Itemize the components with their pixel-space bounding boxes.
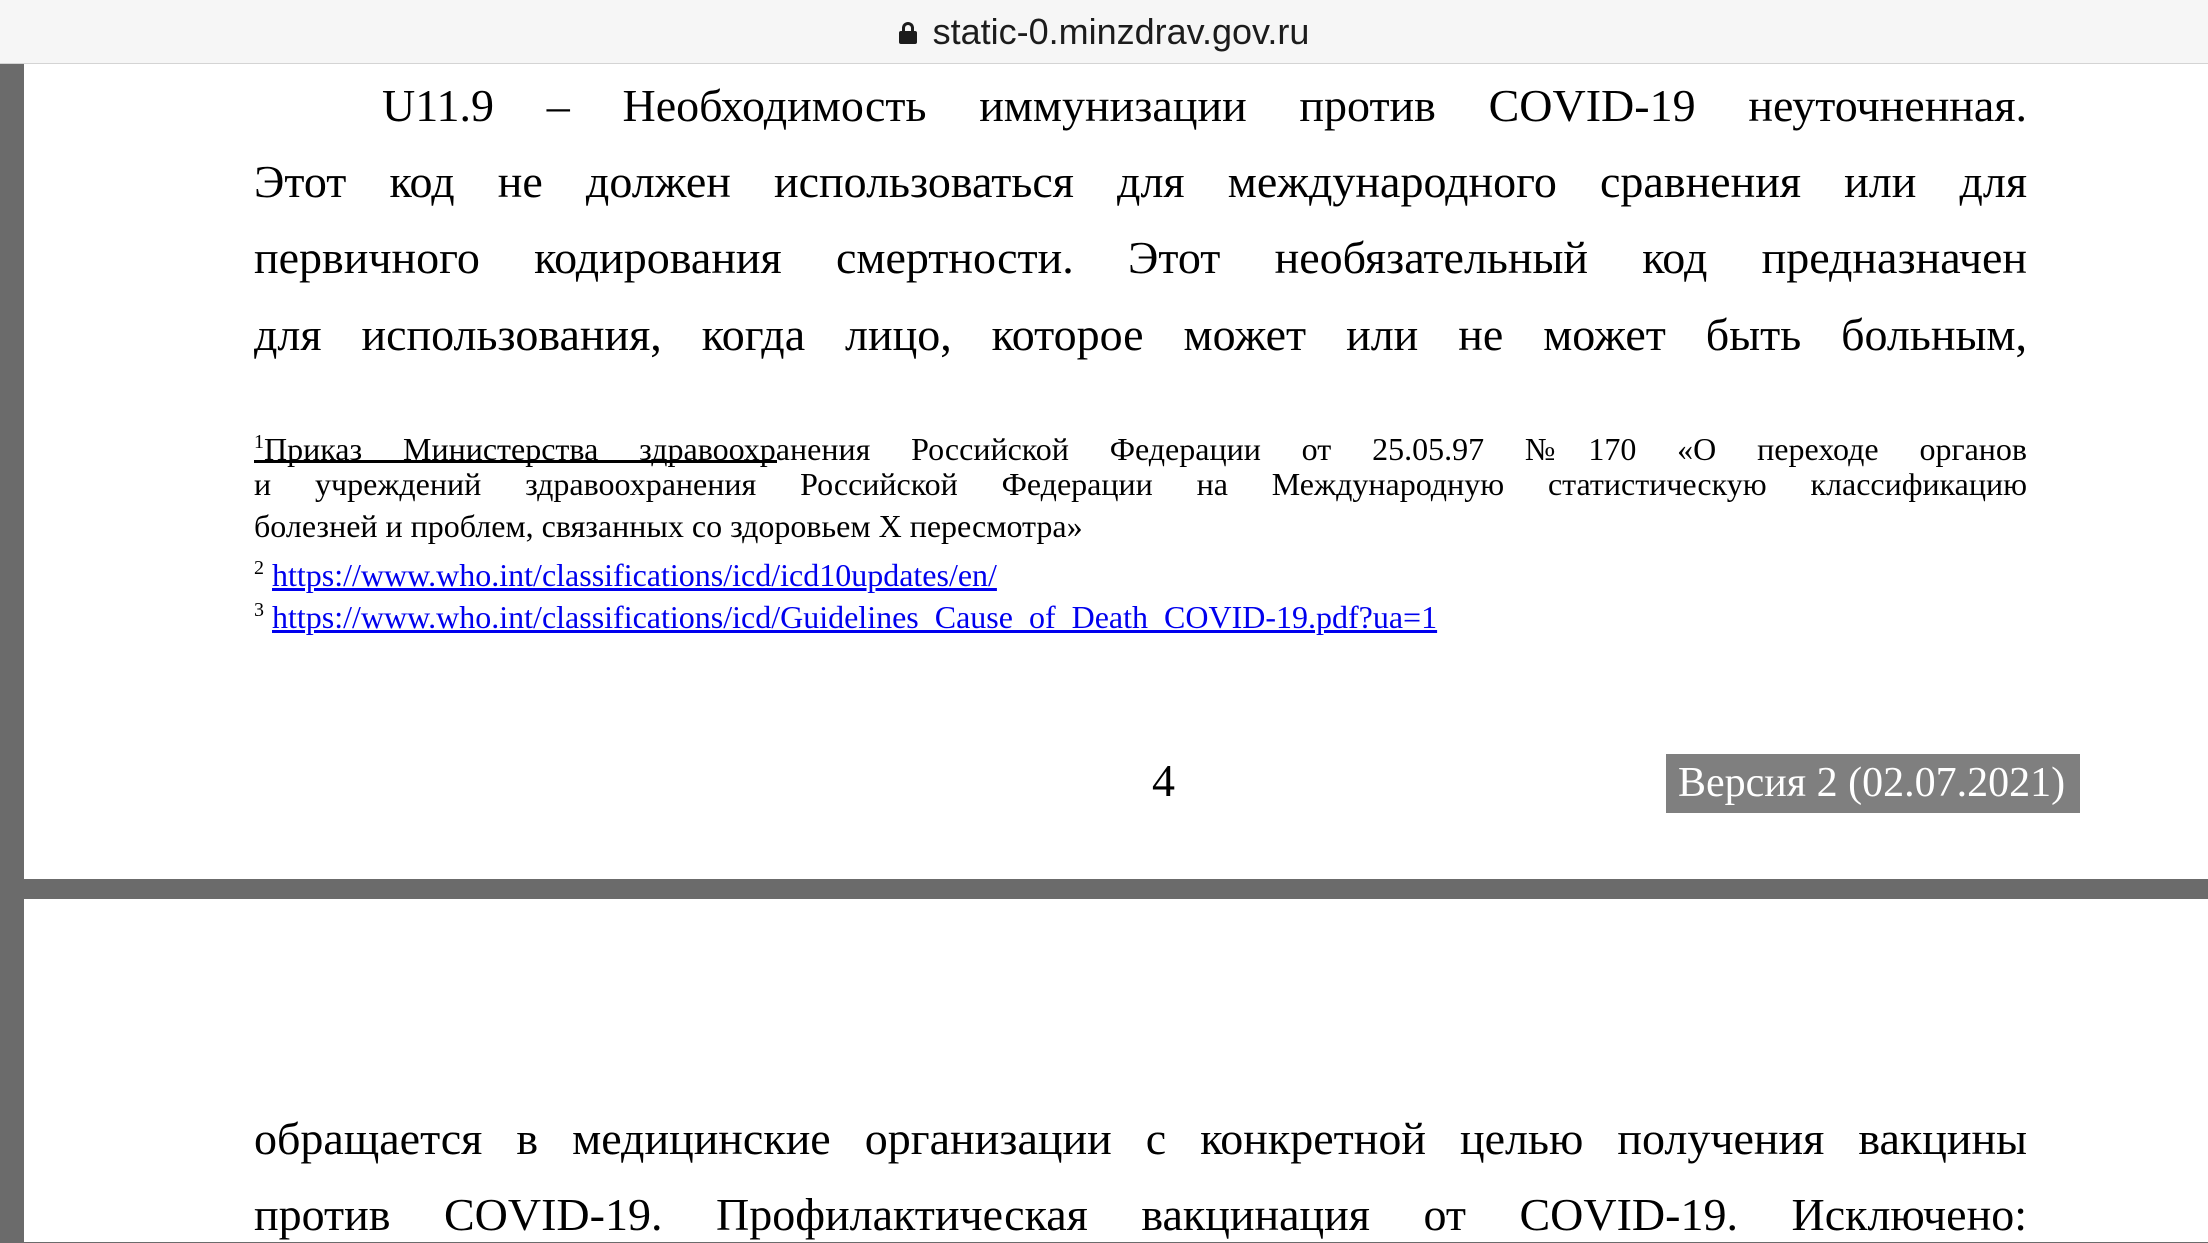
viewer-right-margin xyxy=(2187,64,2208,1242)
address-bar[interactable] xyxy=(0,0,2208,64)
body-text-line: U11.9 – Необходимость иммунизации против COVID-19 неуточненная. xyxy=(382,80,2027,131)
version-badge: Версия 2 (02.07.2021) xyxy=(1666,754,2080,813)
body-text-line: против COVID-19. Профилактическая вакцинация от COVID-19. Исключено: xyxy=(254,1189,2027,1240)
footnote-1-line: и учреждений здравоохранения Российской Федерации на Международную статистическую классификацию xyxy=(254,466,2027,502)
page-number: 4 xyxy=(1152,755,1175,806)
footnote-text: Приказ Министерства здравоохранения Российской Федерации от 25.05.97 №170 «О переходе органов xyxy=(264,431,2027,467)
page-gap xyxy=(2187,879,2208,899)
footnote-marker: 1 xyxy=(254,431,264,453)
body-text-line: для использования, когда лицо, которое может или не может быть больным, xyxy=(254,309,2027,360)
body-text-line: первичного кодирования смертности. Этот необязательный код предназначен xyxy=(254,232,2027,283)
lock-icon xyxy=(899,22,917,44)
who-covid-guidelines-link[interactable]: https://www.who.int/classifications/icd/Guidelines_Cause_of_Death_COVID-19.pdf?ua=1 xyxy=(272,599,1438,635)
who-icd10-updates-link[interactable]: https://www.who.int/classifications/icd/icd10updates/en/ xyxy=(272,557,997,593)
footnote-marker: 3 xyxy=(254,599,264,621)
viewer-background xyxy=(0,64,24,1242)
body-text-line: обращается в медицинские организации с конкретной целью получения вакцины xyxy=(254,1113,2027,1164)
url-text: static-0.minzdrav.gov.ru xyxy=(932,10,1310,52)
footnote-1-line: болезней и проблем, связанных со здоровьем X пересмотра» xyxy=(254,508,1083,544)
body-text-line: Этот код не должен использоваться для международного сравнения или для xyxy=(254,156,2027,207)
pdf-page-5 xyxy=(24,899,2187,1242)
footnote-marker: 2 xyxy=(254,557,264,579)
footnote-3 xyxy=(254,589,2027,638)
pdf-page-4 xyxy=(24,64,2187,879)
